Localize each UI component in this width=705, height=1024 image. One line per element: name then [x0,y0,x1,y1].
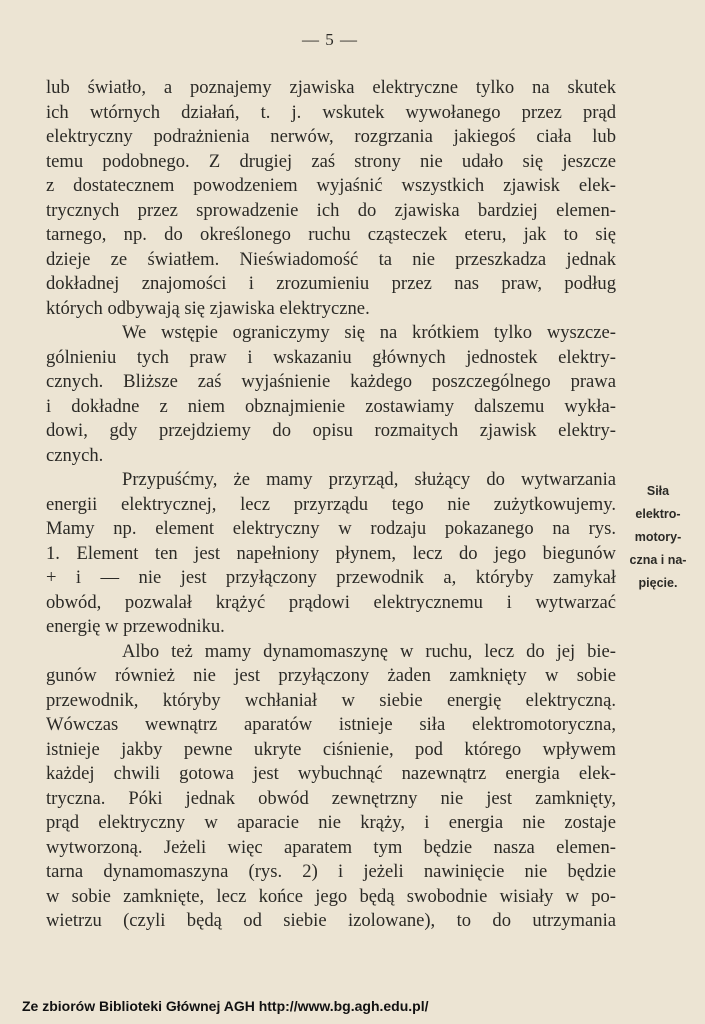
text-line: i dokładne z niem obznajmienie zostawiamy dalszemu wykła- [46,395,616,417]
text-line: przewodnik, któryby wchłaniał w siebie energię elektryczną. [46,689,616,711]
text-line: z dostatecznem powodzeniem wyjaśnić wszystkich zjawisk elek- [46,175,616,196]
paragraph [46,640,616,934]
text-line: cznych. Bliższe zaś wyjaśnienie każdego poszczególnego prawa [46,371,616,392]
text-line: trycznych przez sprowadzenie ich do zjawiska bardziej elemen- [46,199,616,221]
text-line: wietrzu (czyli będą od siebie izolowane), to do utrzymania [46,910,616,931]
margin-note-line: motory- [634,530,682,544]
text-line: Albo też mamy dynamomaszynę w ruchu, lecz do jej bie- [122,640,616,662]
text-line: gólnieniu tych praw i wskazaniu głównych jednostek elektry- [46,346,616,368]
paragraph [46,321,616,468]
text-line: energii elektrycznej, lecz przyrządu tego nie zużytkowujemy. [46,493,616,515]
text-line: We wstępie ograniczymy się na krótkiem tylko wyszcze- [122,322,616,343]
text-line: tarnego, np. do określonego ruchu cząsteczek eteru, jak to się [46,224,616,245]
page-number: — 5 — [302,30,358,49]
text-line: energię w przewodniku. [46,616,225,637]
library-footer: Ze zbiorów Biblioteki Głównej AGH http://www.bg.agh.edu.pl/ [22,998,429,1014]
text-line: wytworzoną. Jeżeli więc aparatem tym będzie nasza elemen- [46,836,616,858]
margin-note-line: Siła [646,484,670,498]
text-line: elektryczny podrażnienia nerwów, rozgrzania jakiegoś ciała lub [46,126,616,147]
text-line: każdej chwili gotowa jest wybuchnąć nazewnątrz energia elek- [46,763,616,784]
text-line: tryczna. Póki jednak obwód zewnętrzny nie jest zamknięty, [46,787,616,809]
text-line: temu podobnego. Z drugiej zaś strony nie udało się jeszcze [46,150,616,172]
text-line: Przypuśćmy, że mamy przyrząd, służący do wytwarzania [122,469,616,490]
text-line: dokładnej znajomości i zrozumieniu przez nas praw, podług [46,273,616,294]
text-line: w sobie zamknięte, lecz końce jego będą swobodnie wisiały w po- [46,885,616,907]
text-line: cznych. [46,444,104,466]
paragraph [46,76,616,321]
text-line: których odbywają się zjawiska elektryczne. [46,297,370,319]
margin-note-line: czna i na- [629,553,687,567]
text-line: Mamy np. element elektryczny w rodzaju pokazanego na rys. [46,518,616,539]
body-text [46,76,616,934]
paragraph [46,468,616,640]
margin-note-line: elektro- [635,507,681,521]
text-line: istnieje jakby pewne ukryte ciśnienie, pod którego wpływem [46,738,616,760]
text-line: Wówczas wewnątrz aparatów istnieje siła elektromotoryczna, [46,714,616,735]
text-line: + i — nie jest przyłączony przewodnik a, któryby zamykał [46,567,616,588]
text-line: dowi, gdy przejdziemy do opisu rozmaitych zjawisk elektry- [46,420,616,441]
text-line: dzieje ze światłem. Nieświadomość ta nie przeszkadza jednak [46,248,616,270]
margin-note-line: pięcie. [638,576,678,590]
text-line: tarna dynamomaszyna (rys. 2) i jeżeli nawinięcie nie będzie [46,861,616,882]
text-line: lub światło, a poznajemy zjawiska elektryczne tylko na skutek [46,77,616,98]
text-line: prąd elektryczny w aparacie nie krąży, i energia nie zostaje [46,812,616,833]
margin-note [616,480,700,595]
text-line: ich wtórnych działań, t. j. wskutek wywołanego przez prąd [46,101,616,123]
text-line: gunów również nie jest przyłączony żaden zamknięty w sobie [46,665,616,686]
text-line: 1. Element ten jest napełniony płynem, lecz do jego biegunów [46,542,616,564]
text-line: obwód, pozwalał krążyć prądowi elektrycznemu i wytwarzać [46,591,616,613]
